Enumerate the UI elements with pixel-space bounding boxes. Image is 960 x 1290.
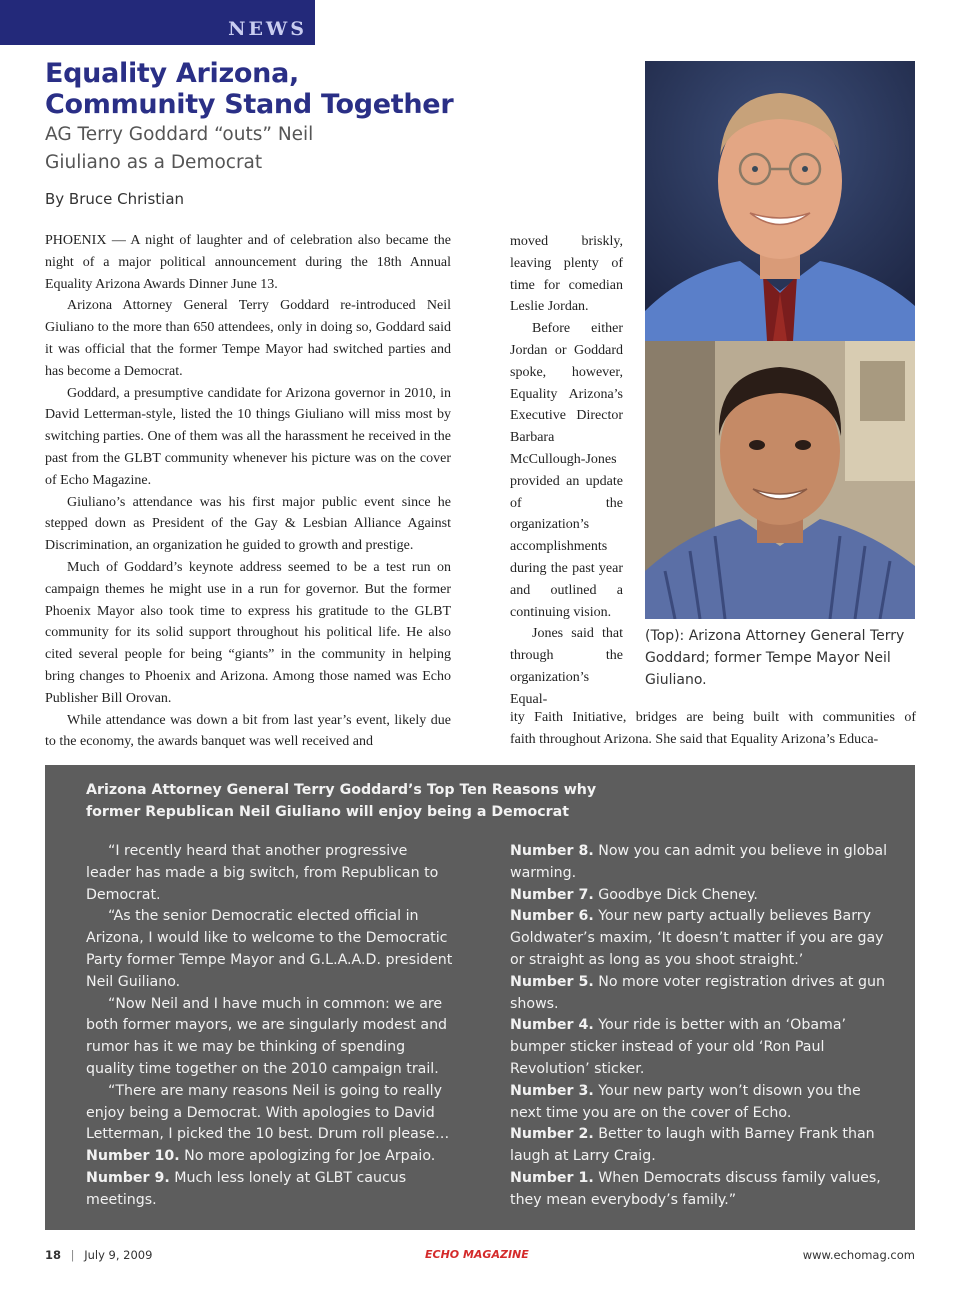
headline — [45, 58, 505, 120]
sidebar-column-left — [86, 841, 456, 1212]
continued-line-1: ity Faith Initiative, bridges are being built with communities of — [510, 710, 916, 725]
reason-item — [510, 885, 890, 907]
reason-text: Much less lonely at GLBT caucus meetings. — [86, 1169, 407, 1208]
reason-number: Number 9. — [86, 1169, 170, 1186]
reason-text: Now you can admit you believe in global warming. — [510, 843, 888, 881]
sidebar-column-right — [510, 841, 890, 1212]
page-footer — [45, 1248, 915, 1268]
reason-item — [510, 841, 890, 885]
page-number: 18 — [45, 1248, 62, 1262]
reason-item — [510, 1015, 890, 1080]
reason-text: No more voter registration drives at gun shows. — [510, 973, 885, 1012]
sidebar-title: Arizona Attorney General Terry Goddard’s Top Ten Reasons why former Republican Neil Giuliano will enjoy being a Democrat — [86, 782, 597, 820]
footer-page-info — [45, 1248, 152, 1262]
reason-number: Number 4. — [510, 1017, 594, 1034]
byline: By Bruce Christian — [45, 190, 185, 208]
reason-text: Your ride is better with an ‘Obama’ bumper sticker instead of your old ‘Ron Paul Revolution’ sticker. — [510, 1017, 847, 1077]
reason-text: When Democrats discuss family values, they mean everybody’s family.” — [510, 1169, 881, 1208]
section-tab-label: NEWS — [228, 18, 307, 40]
section-tab — [0, 0, 315, 45]
reason-text: Goodbye Dick Cheney. — [593, 886, 758, 903]
sidebar-quote: “Now Neil and I have much in common: we are both former mayors, we are singularly modest and rumor has it we may be thinking of spending quality time together on the 2010 campaign trail. — [86, 995, 448, 1077]
headline-line1: Equality Arizona, — [45, 58, 299, 89]
reason-item — [86, 1168, 456, 1212]
article-column-1 — [45, 230, 451, 753]
reason-item — [510, 1124, 890, 1168]
continued-line-2: faith throughout Arizona. She said that Equality Arizona’s Educa- — [510, 732, 879, 747]
footer-separator: | — [70, 1248, 75, 1262]
reason-number: Number 10. — [86, 1148, 180, 1165]
magazine-name: ECHO MAGAZINE — [425, 1248, 529, 1261]
paragraph: Goddard, a presumptive candidate for Arizona governor in 2010, in David Letterman-style, listed the 10 things Giuliano will miss most by switching parties. One of them was all the harassment he received in the past from the GLBT community whenever his picture was on the cover of Echo Magazine. — [45, 385, 451, 488]
reason-item — [510, 1081, 890, 1125]
reason-text: Better to laugh with Barney Frank than laugh at Larry Craig. — [510, 1126, 875, 1165]
reason-item — [510, 906, 890, 971]
paragraph: moved briskly, leaving plenty of time for comedian Leslie Jordan. — [510, 234, 623, 315]
reason-number: Number 2. — [510, 1126, 594, 1143]
reason-number: Number 5. — [510, 973, 594, 990]
reason-item — [510, 1168, 890, 1212]
paragraph: Jones said that through the organization’s Equal- — [510, 626, 623, 707]
reason-text: No more apologizing for Joe Arpaio. — [179, 1148, 436, 1165]
paragraph: Before either Jordan or Goddard spoke, however, Equality Arizona’s Executive Director Barbara McCullough-Jones provided an update of the organization’s accomplishments during the past year and outlined a continuing vision. — [510, 321, 623, 620]
paragraph: PHOENIX — A night of laughter and of celebration also became the night of a major political announcement during the 18th Annual Equality Arizona Awards Dinner June 13. — [45, 233, 451, 292]
photo-caption: (Top): Arizona Attorney General Terry Goddard; former Tempe Mayor Neil Giuliano. — [645, 628, 905, 688]
website-url[interactable]: www.echomag.com — [802, 1248, 915, 1262]
reason-number: Number 3. — [510, 1082, 594, 1099]
top-ten-sidebar — [45, 765, 915, 1230]
subheadline: AG Terry Goddard “outs” Neil Giuliano as a Democrat — [45, 124, 314, 173]
paragraph: Arizona Attorney General Terry Goddard re-introduced Neil Giuliano to the more than 650 attendees, only in doing so, Goddard said it was official that the former Tempe Mayor had switched parties and has become a Democrat. — [45, 298, 451, 379]
paragraph: Giuliano’s attendance was his first major public event since he stepped down as President of the Gay & Lesbian Alliance Against Discrimination, an organization he guided to growth and prestige. — [45, 494, 451, 554]
paragraph: Much of Goddard’s keynote address seemed to be a test run on campaign themes he might use in a run for governor. But the former Phoenix Mayor also took time to express his gratitude to the GLBT community for its solid support throughout his political life. He also cited several people for being “giants” in the community in helping bring changes to Phoenix and Arizona. Among those named was Echo Publisher Bill Orovan. — [45, 559, 451, 706]
reason-number: Number 1. — [510, 1169, 594, 1186]
reason-number: Number 6. — [510, 908, 594, 925]
photo-terry-goddard — [645, 61, 915, 341]
headline-line2: Community Stand Together — [45, 89, 454, 120]
reason-number: Number 8. — [510, 843, 594, 859]
sidebar-quote: “There are many reasons Neil is going to really enjoy being a Democrat. With apologies to David Letterman, I picked the 10 best. Drum roll please… — [86, 1082, 450, 1143]
reason-item — [510, 972, 890, 1016]
sidebar-quote: “I recently heard that another progressive leader has made a big switch, from Republican to Democrat. — [86, 843, 439, 903]
issue-date: July 9, 2009 — [84, 1248, 153, 1262]
photo-neil-giuliano — [645, 341, 915, 619]
reason-text: Your new party won’t disown you the next time you are on the cover of Echo. — [510, 1082, 861, 1121]
article-column-2 — [510, 231, 623, 711]
sidebar-quote: “As the senior Democratic elected official in Arizona, I would like to welcome to the Democratic Party former Tempe Mayor and G.L.A.A.D. president Neil Guiliano. — [86, 908, 453, 990]
reason-item — [86, 1146, 456, 1168]
reason-number: Number 7. — [510, 886, 594, 903]
paragraph: While attendance was down a bit from last year’s event, likely due to the economy, the awards banquet was well received and — [45, 712, 451, 750]
reason-text: Your new party actually believes Barry Goldwater’s maxim, ‘It doesn’t matter if you are gay or straight as long as you shoot straight.’ — [510, 908, 884, 968]
